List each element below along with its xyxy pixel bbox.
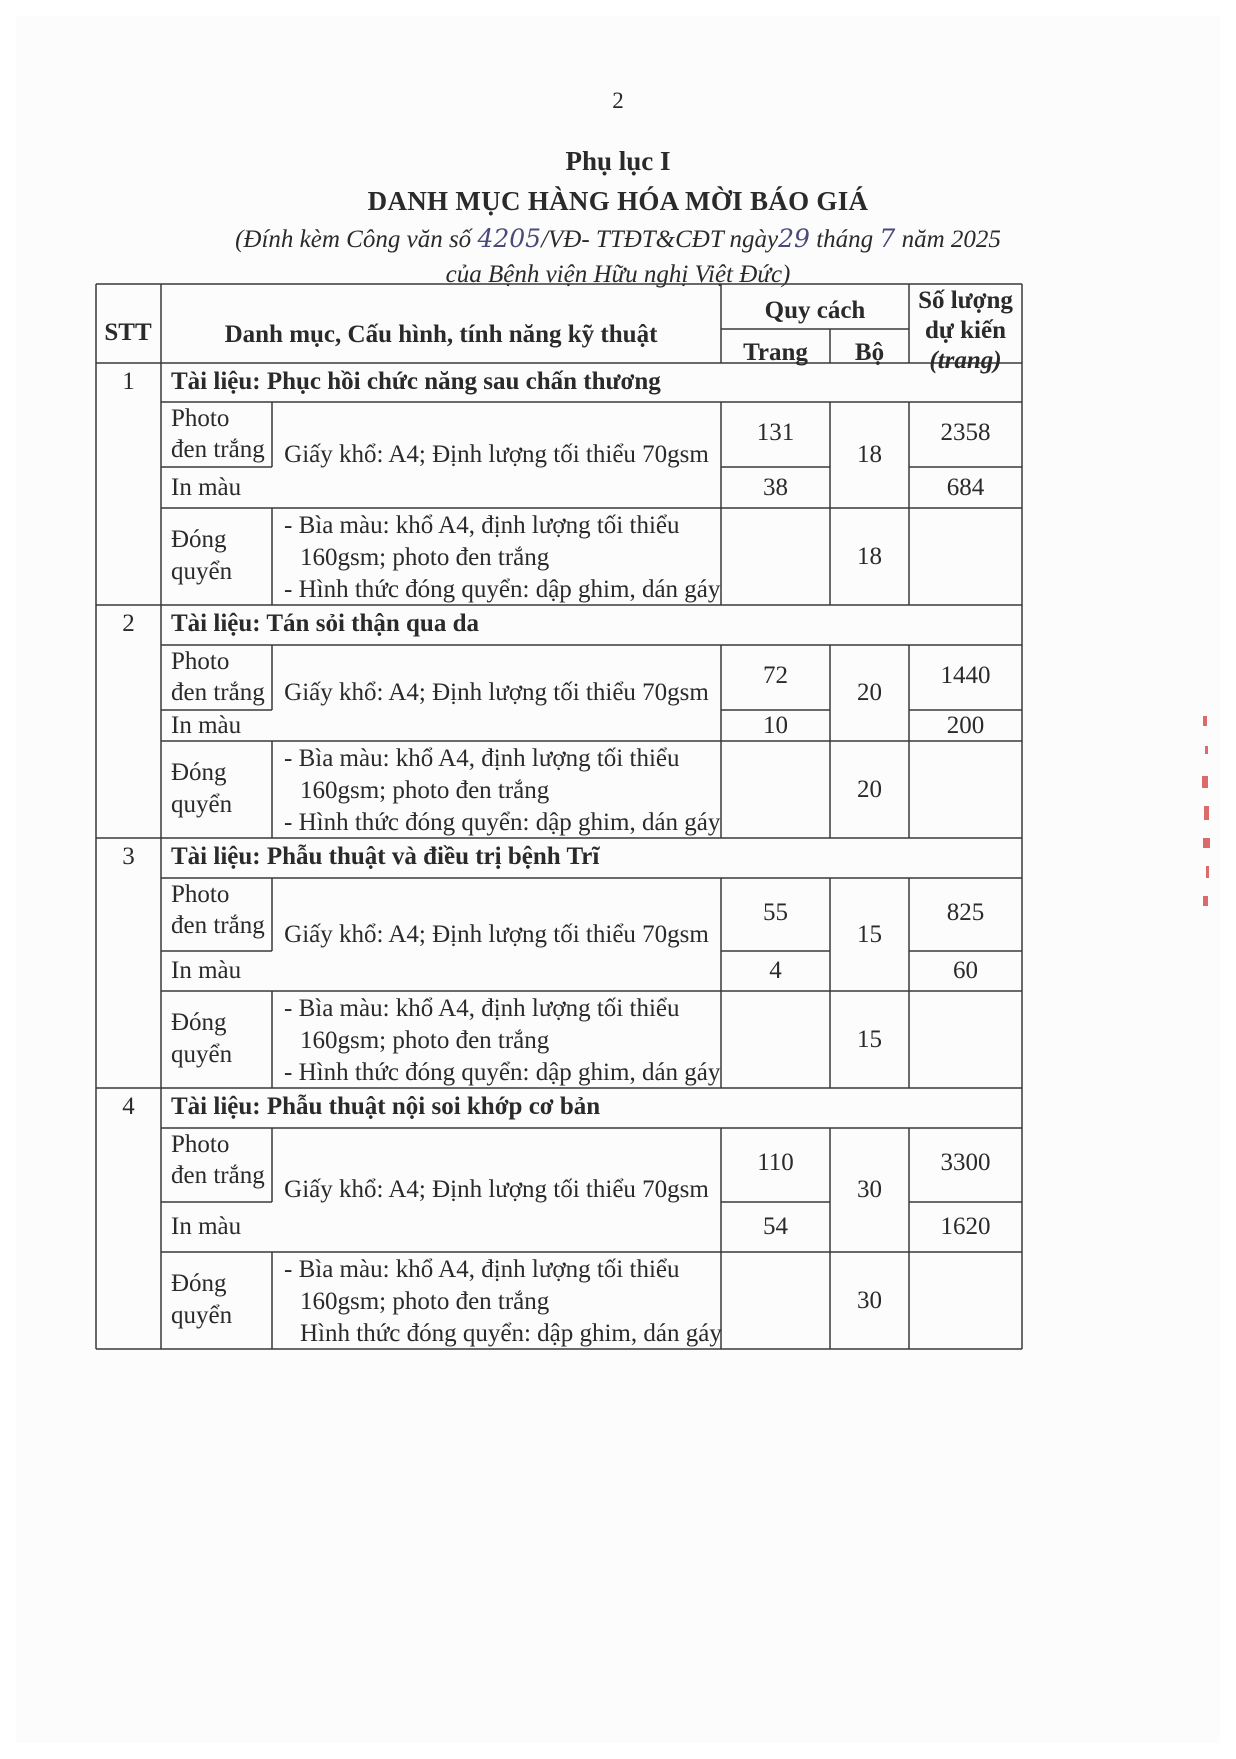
- color-label: In màu: [171, 711, 242, 739]
- binding-label-line2: quyển: [171, 1301, 233, 1329]
- binding-sets: 30: [857, 1286, 882, 1314]
- binding-method: Hình thức đóng quyển: dập ghim, dán gáy: [300, 1320, 722, 1347]
- item-title: Tài liệu: Tán sỏi thận qua da: [171, 610, 479, 637]
- bw-pages: 110: [757, 1149, 794, 1176]
- item-stt: 1: [122, 368, 135, 395]
- cover-spec-line2: 160gsm; photo đen trắng: [300, 1027, 550, 1054]
- binding-label-line1: Đóng: [171, 758, 227, 786]
- appendix-title: Phụ lục I: [565, 146, 671, 176]
- subtitle-line-1: (Đính kèm Công văn số 4205/VĐ- TTĐT&CĐT ngày29 tháng 7 năm 2025: [235, 224, 1001, 253]
- binding-sets: 20: [857, 775, 882, 803]
- item-title: Tài liệu: Phục hồi chức năng sau chấn thương: [171, 368, 661, 395]
- bw-quantity: 825: [946, 898, 985, 926]
- color-quantity: 684: [946, 473, 985, 501]
- red-stamp-edge: [1201, 716, 1215, 926]
- subtitle-line-2: của Bệnh viện Hữu nghị Việt Đức): [445, 261, 791, 288]
- document-page: [16, 16, 1220, 1743]
- paper-spec: Giấy khổ: A4; Định lượng tối thiểu 70gsm: [284, 1176, 709, 1203]
- paper-spec: Giấy khổ: A4; Định lượng tối thiểu 70gsm: [284, 679, 709, 706]
- photo-label-line2: đen trắng: [171, 912, 265, 939]
- header-description: Danh mục, Cấu hình, tính năng kỹ thuật: [224, 321, 658, 348]
- photo-label-line1: Photo: [171, 1131, 230, 1158]
- photo-label-line1: Photo: [171, 648, 230, 675]
- photo-label-line2: đen trắng: [171, 679, 265, 706]
- page-number: 2: [612, 88, 624, 113]
- cover-spec-line1: - Bìa màu: khổ A4, định lượng tối thiểu: [284, 1256, 680, 1283]
- bw-quantity: 1440: [940, 661, 991, 689]
- color-label: In màu: [171, 1213, 242, 1240]
- binding-label-line1: Đóng: [171, 1269, 227, 1297]
- item-stt: 3: [122, 843, 135, 870]
- binding-sets: 15: [857, 1025, 882, 1053]
- binding-method: - Hình thức đóng quyển: dập ghim, dán gáy: [284, 1059, 721, 1086]
- sets: 18: [857, 441, 882, 468]
- sets: 30: [857, 1176, 882, 1203]
- handwritten-doc-number: 4205: [477, 224, 542, 253]
- cover-spec-line1: - Bìa màu: khổ A4, định lượng tối thiểu: [284, 512, 680, 539]
- color-quantity: 60: [953, 957, 978, 984]
- photo-label-line2: đen trắng: [171, 436, 265, 463]
- item-stt: 2: [122, 610, 135, 637]
- header-stt: STT: [104, 319, 152, 346]
- color-quantity: 200: [946, 711, 985, 739]
- paper-spec: Giấy khổ: A4; Định lượng tối thiểu 70gsm: [284, 441, 709, 468]
- color-label: In màu: [171, 957, 242, 984]
- color-pages: 54: [763, 1213, 788, 1240]
- binding-method: - Hình thức đóng quyển: dập ghim, dán gáy: [284, 809, 721, 836]
- item-title: Tài liệu: Phẫu thuật và điều trị bệnh Trĩ: [171, 843, 600, 870]
- color-pages: 38: [763, 473, 788, 501]
- color-quantity: 1620: [940, 1213, 991, 1240]
- main-title: DANH MỤC HÀNG HÓA MỜI BÁO GIÁ: [367, 186, 869, 216]
- handwritten-month: 7: [879, 224, 896, 253]
- header-spec: Quy cách: [764, 297, 866, 324]
- photo-label-line1: Photo: [171, 405, 230, 432]
- color-pages: 10: [763, 711, 788, 739]
- sets: 15: [857, 920, 882, 948]
- bw-pages: 72: [763, 661, 788, 689]
- binding-label-line2: quyển: [171, 1040, 233, 1068]
- item-stt: 4: [122, 1093, 135, 1120]
- cover-spec-line2: 160gsm; photo đen trắng: [300, 1288, 550, 1315]
- binding-label-line1: Đóng: [171, 525, 227, 553]
- bw-pages: 131: [756, 418, 795, 446]
- photo-label-line2: đen trắng: [171, 1162, 265, 1189]
- header-pages: Trang: [743, 339, 808, 366]
- cover-spec-line2: 160gsm; photo đen trắng: [300, 777, 550, 804]
- paper-spec: Giấy khổ: A4; Định lượng tối thiểu 70gsm: [284, 920, 709, 948]
- header-sets: Bộ: [854, 339, 885, 366]
- handwritten-day: 29: [778, 224, 810, 253]
- bw-quantity: 3300: [940, 1149, 991, 1176]
- cover-spec-line2: 160gsm; photo đen trắng: [300, 544, 550, 571]
- bw-pages: 55: [763, 898, 788, 926]
- header-quantity: Số lượng dự kiến (trang): [918, 287, 1013, 374]
- photo-label-line1: Photo: [171, 881, 230, 908]
- binding-label-line2: quyển: [171, 557, 233, 585]
- bw-quantity: 2358: [940, 418, 991, 446]
- cover-spec-line1: - Bìa màu: khổ A4, định lượng tối thiểu: [284, 745, 680, 772]
- color-label: In màu: [171, 473, 242, 501]
- sets: 20: [857, 679, 882, 706]
- binding-label-line2: quyển: [171, 790, 233, 818]
- binding-sets: 18: [857, 542, 882, 570]
- item-title: Tài liệu: Phẫu thuật nội soi khớp cơ bản: [171, 1093, 601, 1120]
- binding-method: - Hình thức đóng quyển: dập ghim, dán gáy: [284, 576, 721, 603]
- cover-spec-line1: - Bìa màu: khổ A4, định lượng tối thiểu: [284, 995, 680, 1022]
- binding-label-line1: Đóng: [171, 1008, 227, 1036]
- color-pages: 4: [769, 957, 782, 984]
